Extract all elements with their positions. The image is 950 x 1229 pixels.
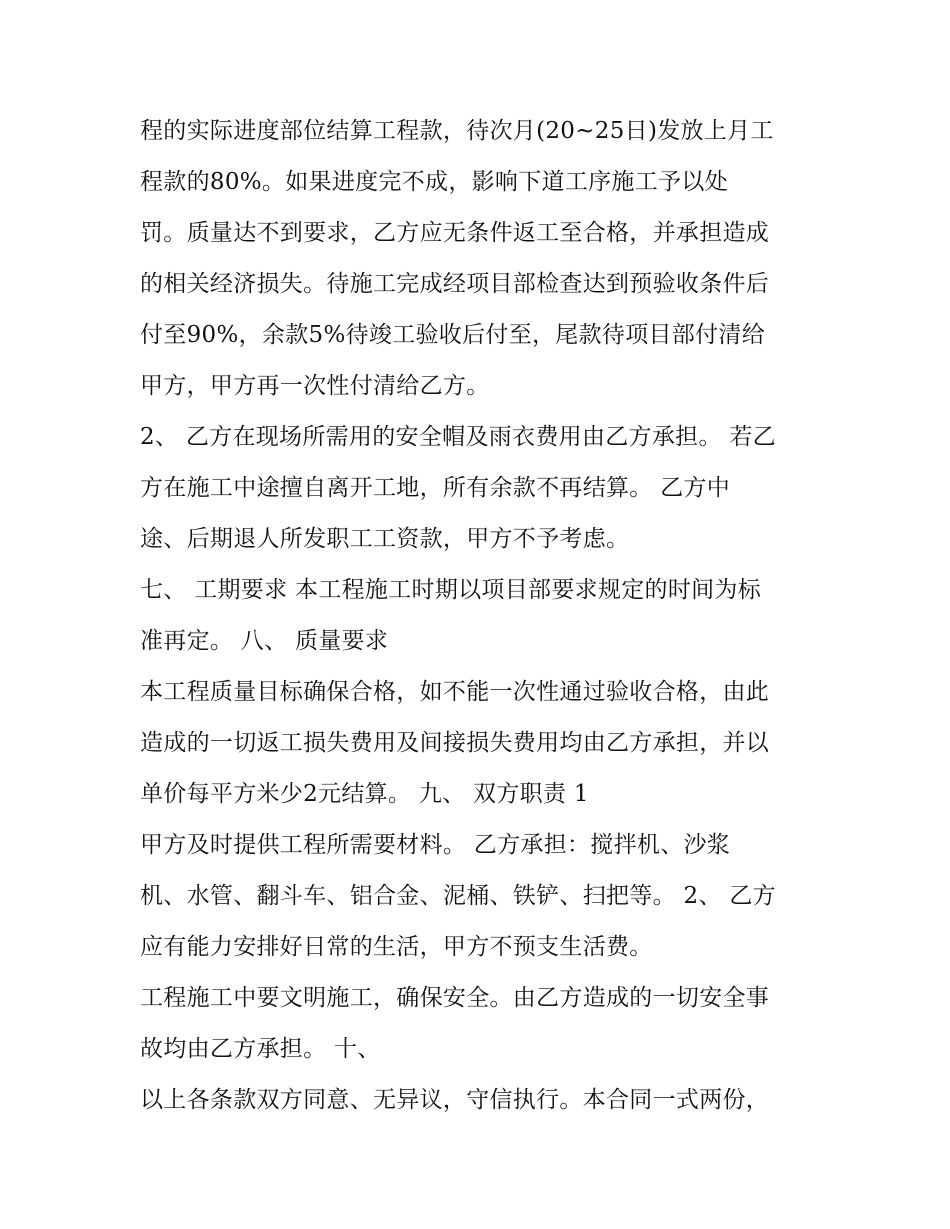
text-line: 甲方及时提供工程所需要材料。 乙方承担：搅拌机、沙浆 — [140, 832, 731, 858]
text-line: 程的实际进度部位结算工程款，待次月(20~25日)发放上月工 — [140, 118, 774, 144]
text-line: 以上各条款双方同意、无异议，守信执行。本合同一式两份， — [140, 1087, 770, 1113]
text-line: 途、后期退人所发职工工资款，甲方不予考虑。 — [140, 526, 630, 552]
text-line: 故均由乙方承担。 十、 — [140, 1036, 381, 1062]
text-line: 2、 乙方在现场所需用的安全帽及雨衣费用由乙方承担。 若乙 — [140, 424, 776, 450]
text-line: 单价每平方米少2元结算。 九、 双方职责 1 — [140, 781, 589, 807]
text-line: 甲方，甲方再一次性付清给乙方。 — [140, 373, 490, 399]
text-line: 程款的80%。如果进度完不成，影响下道工序施工予以处 — [140, 169, 728, 195]
text-line: 本工程质量目标确保合格，如不能一次性通过验收合格，由此 — [140, 679, 770, 705]
text-line: 造成的一切返工损失费用及间接损失费用均由乙方承担，并以 — [140, 730, 770, 756]
text-line: 的相关经济损失。待施工完成经项目部检查达到预验收条件后 — [140, 271, 770, 297]
contract-text-body — [140, 106, 830, 1126]
text-line: 应有能力安排好日常的生活，甲方不预支生活费。 — [140, 934, 653, 960]
text-line: 七、 工期要求 本工程施工时期以项目部要求规定的时间为标 — [140, 577, 762, 603]
text-line: 方在施工中途擅自离开工地，所有余款不再结算。 乙方中 — [140, 475, 731, 501]
text-line: 准再定。 八、 质量要求 — [140, 628, 389, 654]
text-line: 付至90%，余款5%待竣工验收后付至，尾款待项目部付清给 — [140, 322, 766, 348]
text-line: 罚。质量达不到要求，乙方应无条件返工至合格，并承担造成 — [140, 220, 770, 246]
text-line: 工程施工中要文明施工，确保安全。由乙方造成的一切安全事 — [140, 985, 770, 1011]
text-line: 机、水管、翻斗车、铝合金、泥桶、铁铲、扫把等。 2、 乙方 — [140, 883, 776, 909]
